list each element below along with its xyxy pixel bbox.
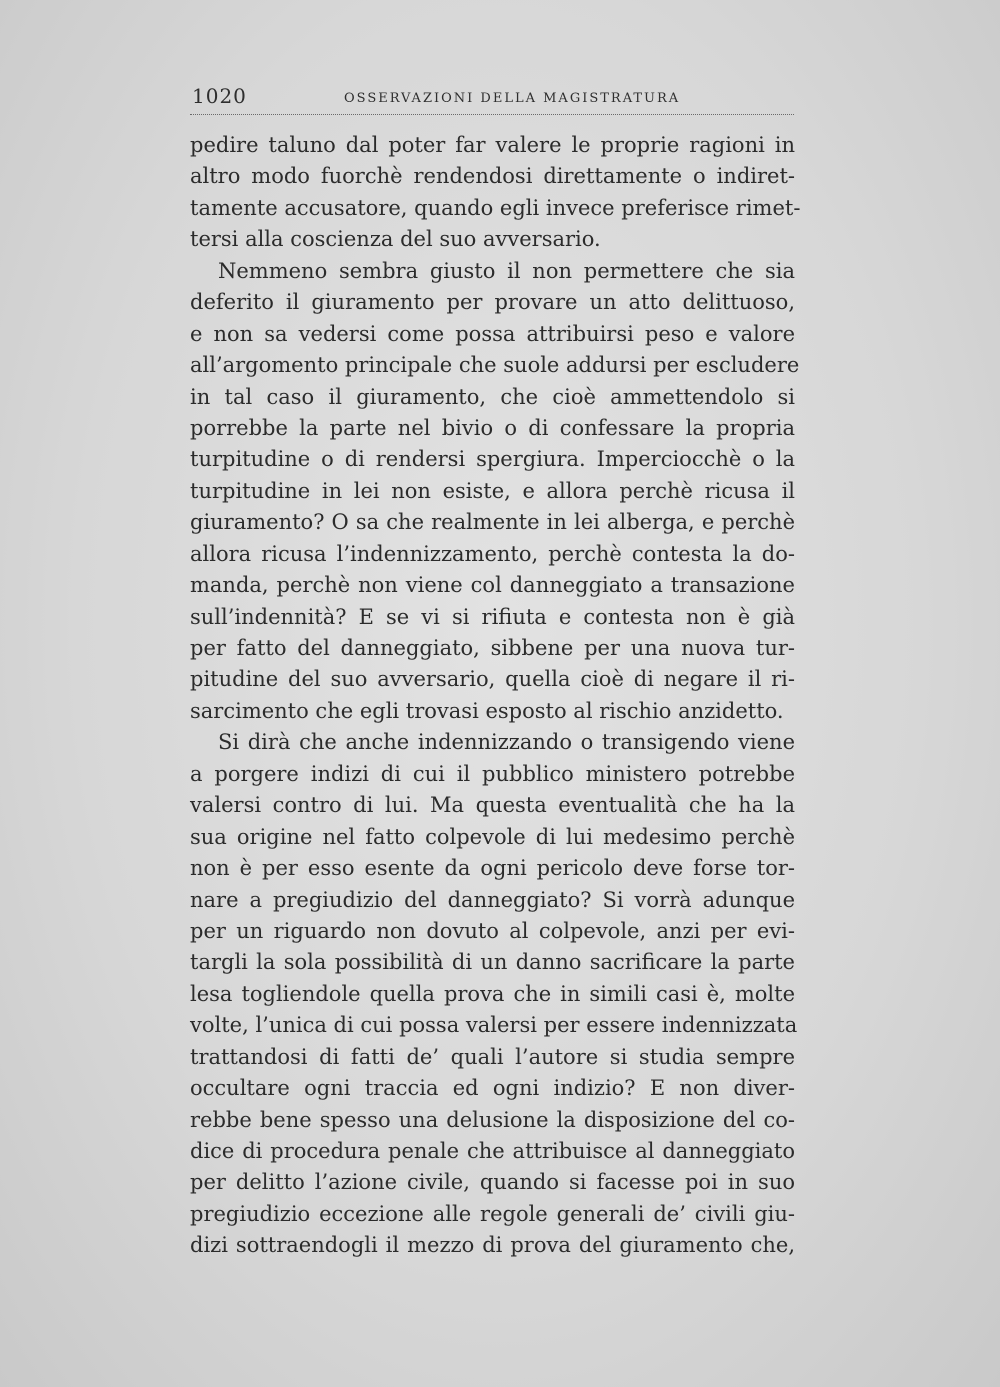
text-line: sua origine nel fatto colpevole di lui medesimo perchè xyxy=(190,824,795,849)
text-line: tamente accusatore, quando egli invece preferisce rimet- xyxy=(190,195,801,220)
body-text xyxy=(190,130,801,1262)
text-line: altro modo fuorchè rendendosi direttamente o indiret- xyxy=(190,164,795,189)
text-line: porrebbe la parte nel bivio o di confessare la propria xyxy=(190,415,795,440)
text-line: trattandosi di fatti de’ quali l’autore si studia sempre xyxy=(190,1044,795,1069)
page-number: 1020 xyxy=(192,84,247,108)
text-line: pregiudizio eccezione alle regole generali de’ civili giu- xyxy=(190,1201,795,1226)
text-line: occultare ogni traccia ed ogni indizio? E non diver- xyxy=(190,1076,795,1101)
text-line: targli la sola possibilità di un danno sacrificare la parte xyxy=(190,950,795,975)
paragraph-start-line: Nemmeno sembra giusto il non permettere che sia xyxy=(218,258,795,283)
text-line: dice di procedura penale che attribuisce al danneggiato xyxy=(190,1139,795,1163)
text-line: nare a pregiudizio del danneggiato? Si vorrà adunque xyxy=(190,887,795,912)
text-line: allora ricusa l’indennizzamento, perchè contesta la do- xyxy=(190,541,795,566)
page-header xyxy=(192,84,792,114)
header-rule xyxy=(190,114,794,115)
text-line: per delitto l’azione civile, quando si facesse poi in suo xyxy=(190,1170,795,1195)
text-line: lesa togliendole quella prova che in simili casi è, molte xyxy=(190,981,795,1006)
text-line: deferito il giuramento per provare un atto delittuoso, xyxy=(190,290,795,315)
text-line: rebbe bene spesso una delusione la disposizione del co- xyxy=(190,1107,795,1132)
text-line: per fatto del danneggiato, sibbene per una nuova tur- xyxy=(190,636,795,660)
text-line: tersi alla coscienza del suo avversario. xyxy=(190,227,601,252)
text-line: manda, perchè non viene col danneggiato a transazione xyxy=(190,573,795,598)
text-line: dizi sottraendogli il mezzo di prova del giuramento che, xyxy=(190,1233,795,1258)
text-line: non è per esso esente da ogni pericolo deve forse tor- xyxy=(190,856,795,881)
text-line: a porgere indizi di cui il pubblico ministero potrebbe xyxy=(190,761,795,786)
text-line: all’argomento principale che suole addursi per escludere xyxy=(190,353,800,378)
paragraph-start-line: Si dirà che anche indennizzando o transigendo viene xyxy=(218,730,795,755)
text-line: valersi contro di lui. Ma questa eventualità che ha la xyxy=(190,793,795,818)
text-line: giuramento? O sa che realmente in lei alberga, e perchè xyxy=(190,510,795,535)
text-line: in tal caso il giuramento, che cioè ammettendolo si xyxy=(190,384,795,409)
text-line: sarcimento che egli trovasi esposto al rischio anzidetto. xyxy=(190,698,784,723)
text-line: pedire taluno dal poter far valere le proprie ragioni in xyxy=(190,133,795,157)
text-line: per un riguardo non dovuto al colpevole, anzi per evi- xyxy=(190,918,795,943)
text-line: sull’indennità? E se vi si rifiuta e contesta non è già xyxy=(190,604,795,629)
text-line: turpitudine in lei non esiste, e allora perchè ricusa il xyxy=(190,478,795,503)
text-line: pitudine del suo avversario, quella cioè di negare il ri- xyxy=(190,667,795,692)
running-head: OSSERVAZIONI DELLA MAGISTRATURA xyxy=(344,91,681,106)
text-line: e non sa vedersi come possa attribuirsi peso e valore xyxy=(190,321,795,346)
text-line: turpitudine o di rendersi spergiura. Imperciocchè o la xyxy=(190,447,795,472)
text-line: volte, l’unica di cui possa valersi per essere indennizzata xyxy=(190,1013,798,1038)
